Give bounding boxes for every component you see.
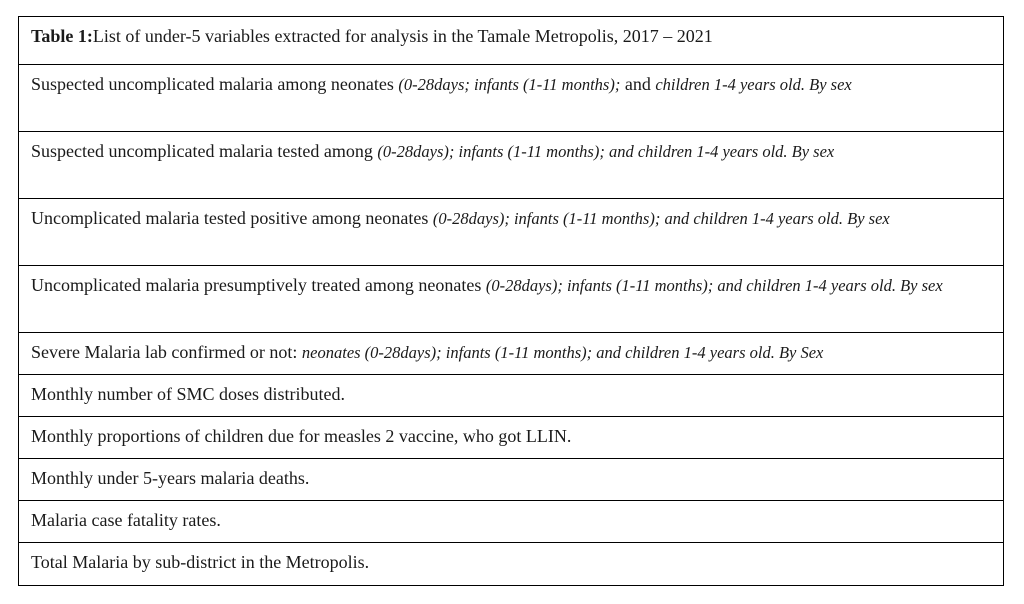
row-italic-text: (0-28days); infants (1-11 months); and children 1-4 years old. By sex <box>377 142 835 161</box>
caption-label: Table 1: <box>31 26 93 46</box>
row-text: Total Malaria by sub-district in the Metropolis. <box>31 552 370 572</box>
row-italic-text: neonates (0-28days); infants (1-11 months); and children 1-4 years old. By Sex <box>301 343 824 362</box>
row-text: Severe Malaria lab confirmed or not: <box>31 342 302 362</box>
row-text: Uncomplicated malaria tested positive among neonates <box>31 208 433 228</box>
table-row <box>19 333 1003 375</box>
table-row <box>19 543 1003 585</box>
table-row <box>19 459 1003 501</box>
table-row <box>19 417 1003 459</box>
table-row <box>19 501 1003 543</box>
table-row <box>19 199 1003 266</box>
row-italic-text: children 1-4 years old. By sex <box>655 75 852 94</box>
row-text: Monthly proportions of children due for measles 2 vaccine, who got LLIN. <box>31 426 572 446</box>
row-italic-text: (0-28days; infants (1-11 months); <box>398 75 621 94</box>
row-italic-text: (0-28days); infants (1-11 months); and children 1-4 years old. By sex <box>485 276 943 295</box>
caption-text: List of under-5 variables extracted for analysis in the Tamale Metropolis, 2017 – 2021 <box>92 26 713 46</box>
table-caption <box>19 17 1003 65</box>
row-text: Monthly under 5-years malaria deaths. <box>31 468 310 488</box>
table-row <box>19 266 1003 333</box>
row-text: Monthly number of SMC doses distributed. <box>31 384 345 404</box>
table-row <box>19 375 1003 417</box>
row-text: Uncomplicated malaria presumptively treated among neonates <box>31 275 486 295</box>
row-italic-text: (0-28days); infants (1-11 months); and children 1-4 years old. By sex <box>432 209 890 228</box>
row-text: Suspected uncomplicated malaria tested among <box>31 141 378 161</box>
variables-table <box>18 16 1004 586</box>
table-row <box>19 132 1003 199</box>
row-text: Suspected uncomplicated malaria among neonates <box>31 74 399 94</box>
row-text: Malaria case fatality rates. <box>31 510 221 530</box>
row-text: and <box>620 74 656 94</box>
table-row <box>19 65 1003 132</box>
